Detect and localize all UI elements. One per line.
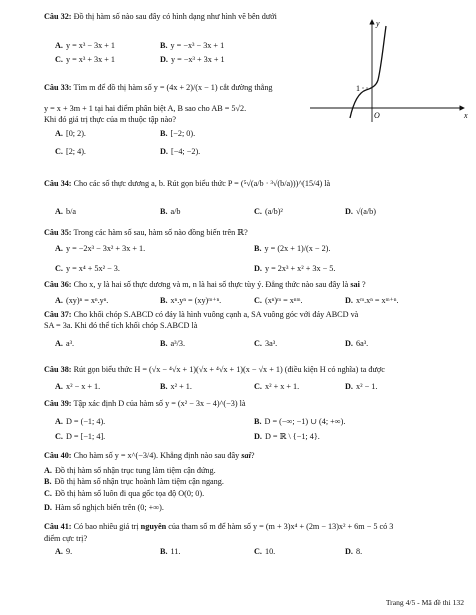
graph-y-label: y [376, 19, 380, 28]
q37-option-d[interactable]: D. 6a³. [345, 339, 369, 348]
q37-stem-2: SA = 3a. Khi đó thể tích khối chóp S.ABCD là [44, 321, 198, 330]
q38-title: Câu 38: [44, 365, 72, 374]
q41-option-d[interactable]: D. 8. [345, 547, 363, 556]
q32-option-d[interactable]: D. y = −x³ + 3x + 1 [160, 55, 225, 64]
q41-title: Câu 41: [44, 522, 72, 531]
graph-tick-label: 1 [356, 84, 360, 93]
q32-option-b[interactable]: B. y = −x³ − 3x + 1 [160, 41, 225, 50]
q40-option-d[interactable]: D. Hàm số nghịch biến trên (0; +∞). [44, 503, 164, 512]
q41-option-b[interactable]: B. 11. [160, 547, 181, 556]
q41-option-a[interactable]: A. 9. [55, 547, 73, 556]
q33-option-a[interactable]: A. [0; 2). [55, 129, 86, 138]
q36-option-d[interactable]: D. xᵐ.xⁿ = xᵐ⁺ⁿ. [345, 296, 399, 305]
q38-option-a[interactable]: A. x² − x + 1. [55, 382, 101, 391]
q34-option-c[interactable]: C. (a/b)² [254, 207, 283, 216]
q33-stem-3: Khi đó giá trị thực của m thuộc tập nào? [44, 115, 176, 124]
q37-stem-1: Câu 37: Cho khối chóp S.ABCD có đáy là hình vuông cạnh a, SA vuông góc với đáy ABCD và [44, 310, 359, 319]
q35-stem: Câu 35: Trong các hàm số sau, hàm số nào đồng biến trên ℝ? [44, 228, 248, 237]
q32-stem [44, 13, 277, 21]
q34-option-d[interactable]: D. √(a/b) [345, 207, 376, 216]
q39-option-c[interactable]: C. D = [−1; 4]. [55, 432, 106, 441]
q36-option-c[interactable]: C. (xⁿ)ᵐ = xⁿᵐ. [254, 296, 303, 305]
q34-option-a[interactable]: A. b/a [55, 207, 76, 216]
q33-option-d[interactable]: D. [−4; −2). [160, 147, 201, 156]
q32-graph [306, 14, 472, 126]
q37-title: Câu 37: [44, 310, 72, 319]
q34-stem: Câu 34: Cho các số thực dương a, b. Rút gọn biểu thức P = (⁵√(a/b · ³√(b/a)))^(15/4) là [44, 179, 331, 188]
q40-option-b[interactable]: B. Đồ thị hàm số nhận trục hoành làm tiệm cận ngang. [44, 477, 224, 486]
graph-origin-label: O [374, 111, 380, 120]
q38-stem: Câu 38: Rút gọn biểu thức H = (√x − ⁴√x + 1)(√x + ⁴√x + 1)(x − √x + 1) (điều kiện H có nghĩa) ta được [44, 365, 385, 374]
q36-option-a[interactable]: A. (xy)ⁿ = xⁿ.yⁿ. [55, 296, 109, 305]
q32-option-c[interactable]: C. y = x³ + 3x + 1 [55, 55, 116, 64]
q33-option-b[interactable]: B. [−2; 0). [160, 129, 196, 138]
q32-option-a[interactable]: A. y = x³ − 3x + 1 [55, 41, 116, 50]
page-footer: Trang 4/5 - Mã đề thi 132 [385, 598, 464, 607]
q39-title: Câu 39: [44, 399, 72, 408]
q37-option-b[interactable]: B. a³/3. [160, 339, 186, 348]
q33-stem-1: Câu 33: Tìm m để đồ thị hàm số y = (4x + 2)/(x − 1) cắt đường thẳng [44, 83, 273, 92]
q41-stem-1: Câu 41: Có bao nhiêu giá trị nguyên của tham số m để hàm số y = (m + 3)x⁴ + (2m − 13)x² + 6m − 5 có 3 [44, 522, 394, 531]
q35-option-c[interactable]: C. y = x⁴ + 5x² − 3. [55, 264, 120, 273]
q40-title: Câu 40: [44, 451, 72, 460]
q35-option-a[interactable]: A. y = −2x³ − 3x² + 3x + 1. [55, 244, 146, 253]
q39-option-a[interactable]: A. D = (−1; 4). [55, 417, 106, 426]
q33-title: Câu 33: [44, 83, 72, 92]
q38-option-c[interactable]: C. x² + x + 1. [254, 382, 300, 391]
q35-title: Câu 35: [44, 228, 72, 237]
q38-option-b[interactable]: B. x² + 1. [160, 382, 192, 391]
q39-stem: Câu 39: Tập xác định D của hàm số y = (x² − 3x − 4)^(−3) là [44, 399, 246, 408]
q34-title: Câu 34: [44, 179, 72, 188]
q38-option-d[interactable]: D. x² − 1. [345, 382, 378, 391]
q32-title: Câu 32: [44, 12, 72, 21]
q41-option-c[interactable]: C. 10. [254, 547, 276, 556]
q36-option-b[interactable]: B. xⁿ.yⁿ = (xy)ᵐ⁺ⁿ. [160, 296, 222, 305]
q40-option-a[interactable]: A. Đồ thị hàm số nhận trục tung làm tiệm cận đứng. [44, 466, 216, 475]
q36-stem: Câu 36: Cho x, y là hai số thực dương và m, n là hai số thực tùy ý. Đẳng thức nào sau đây là sai ? [44, 280, 366, 289]
q34-option-b[interactable]: B. a/b [160, 207, 181, 216]
q33-stem-2: y = x + 3m + 1 tại hai điểm phân biệt A, B sao cho AB = 5√2. [44, 104, 247, 113]
cubic-graph-svg [306, 14, 472, 126]
q32-text: Đồ thị hàm số nào sau đây có hình dạng như hình vẽ bên dưới [73, 12, 277, 21]
q37-option-a[interactable]: A. a³. [55, 339, 75, 348]
q39-option-d[interactable]: D. D = ℝ \ {−1; 4}. [254, 432, 320, 441]
q35-option-b[interactable]: B. y = (2x + 1)/(x − 2). [254, 244, 331, 253]
q37-option-c[interactable]: C. 3a³. [254, 339, 278, 348]
graph-x-label: x [464, 111, 468, 120]
cubic-curve [350, 26, 386, 118]
q36-title: Câu 36: [44, 280, 72, 289]
q33-option-c[interactable]: C. [2; 4). [55, 147, 86, 156]
q39-option-b[interactable]: B. D = (−∞; −1) ∪ (4; +∞). [254, 417, 346, 426]
q35-option-d[interactable]: D. y = 2x³ + x² + 3x − 5. [254, 264, 336, 273]
q41-stem-2: điểm cực trị? [44, 534, 88, 543]
q40-stem: Câu 40: Cho hàm số y = x^(−3/4). Khẳng định nào sau đây sai? [44, 451, 255, 460]
q40-option-c[interactable]: C. Đồ thị hàm số luôn đi qua gốc tọa độ O(0; 0). [44, 489, 205, 498]
